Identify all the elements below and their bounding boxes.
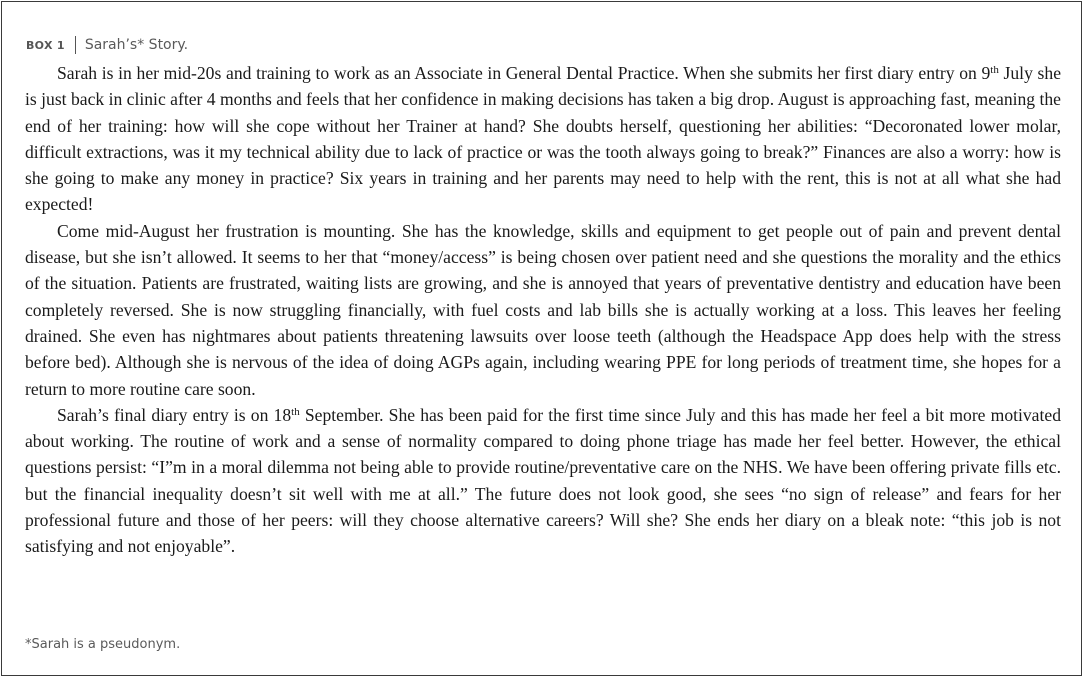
paragraph-1-text-a: Sarah is in her mid-20s and training to work as an Associate in General Dental Practice. When she submits her first diary entry on 9: [57, 63, 991, 83]
story-body: [25, 60, 1061, 560]
story-paragraph-3: [25, 402, 1061, 560]
paragraph-1-ordinal: th: [990, 64, 999, 76]
box-header: [26, 35, 188, 55]
footnote: *Sarah is a pseudonym.: [25, 637, 181, 652]
story-paragraph-2: Come mid-August her frustration is mounting. She has the knowledge, skills and equipment to get people out of pain and prevent dental disease, but she isn’t allowed. It seems to her that “money/access” is being chosen over patient need and she questions the morality and the ethics of the situation. Patients are frustrated, waiting lists are growing, and she is annoyed that years of preventative dentistry and education have been completely reversed. She is now struggling financially, with fuel costs and lab bills she is actually working at a loss. This leaves her feeling drained. She even has nightmares about patients threatening lawsuits over loose teeth (although the Headspace App does help with the stress before bed). Although she is nervous of the idea of doing AGPs again, including wearing PPE for long periods of treatment time, she hopes for a return to more routine care soon.: [25, 220, 1061, 399]
paragraph-1-text-b: July she is just back in clinic after 4 months and feels that her confidence in making decisions has taken a big drop. August is approaching fast, meaning the end of her training: how will she cope without her Trainer at hand? She doubts herself, questioning her abilities: “Decoronated lower molar, difficult extractions, was it my technical ability due to lack of practice or was the tooth always going to break?” Finances are also a worry: how is she going to make any money in practice? Six years in training and her parents may need to help with the rent, this is not at all what she had expected!: [25, 63, 1061, 215]
box-label: BOX 1: [26, 38, 65, 52]
paragraph-3-ordinal: th: [291, 405, 300, 418]
box-title: Sarah’s* Story.: [84, 37, 189, 53]
paragraph-3-text-b: September. She has been paid for the first time since July and this has made her feel a bit more motivated about working. The routine of work and a sense of normality compared to doing phone triage has made her feel better. However, the ethical questions persist: “I”m in a moral dilemma not being able to provide routine/preventative care on the NHS. We have been offering private fills etc. but the financial inequality doesn’t sit well with me at all.” The future does not look good, she sees “no sign of release” and fears for her professional future and those of her peers: will they choose alternative careers? Will she? She ends her diary on a bleak note: “this job is not satisfying and not enjoyable”.: [25, 404, 1061, 557]
paragraph-3-text-a: Sarah’s final diary entry is on 18: [57, 404, 292, 425]
header-separator: [75, 36, 76, 54]
story-paragraph-1: [25, 60, 1061, 218]
